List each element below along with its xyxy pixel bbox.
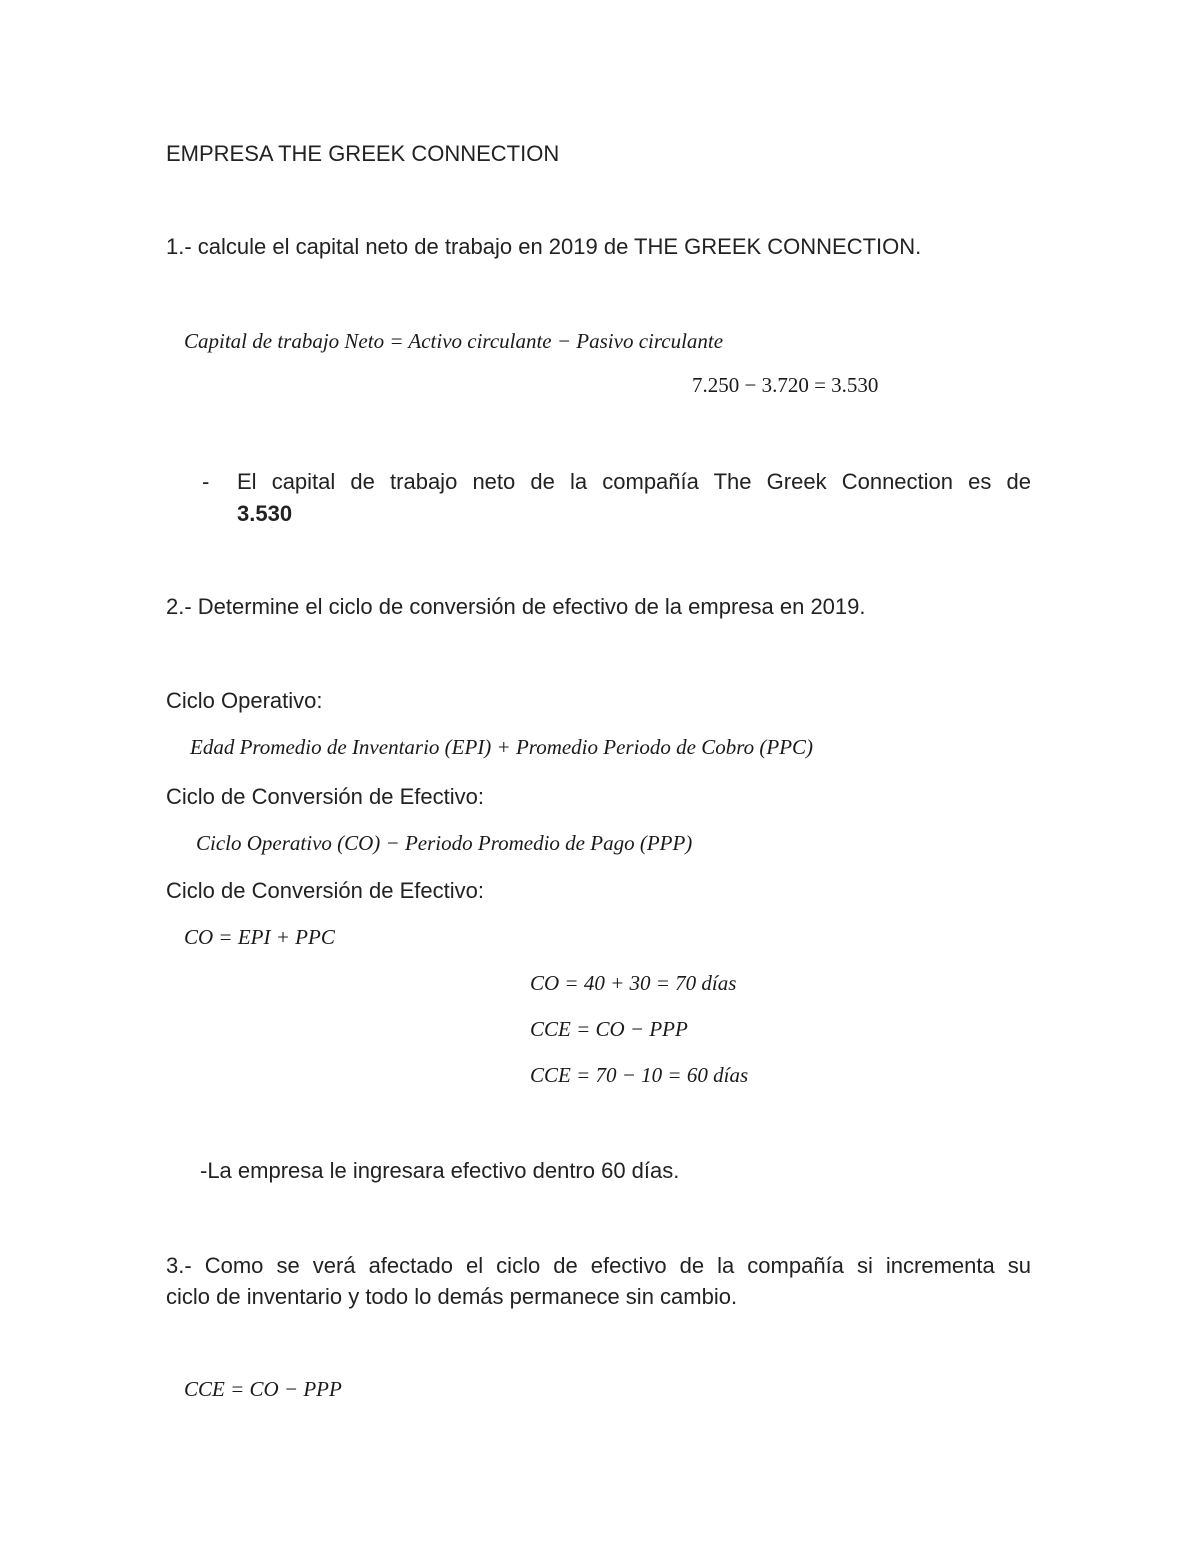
cce-calculation: CCE = 70 − 10 = 60 días <box>530 1063 749 1087</box>
cce-formula: Ciclo Operativo (CO) − Periodo Promedio de Pago (PPP) <box>196 831 693 855</box>
document-title: EMPRESA THE GREEK CONNECTION <box>166 141 560 166</box>
question-3-line-1: 3.- Como se verá afectado el ciclo de efectivo de la compañía si incrementa su <box>166 1253 1031 1278</box>
ciclo-operativo-formula: Edad Promedio de Inventario (EPI) + Promedio Periodo de Cobro (PPC) <box>190 735 814 759</box>
net-working-capital-formula: Capital de trabajo Neto = Activo circulante − Pasivo circulante <box>184 329 724 353</box>
conclusion-2: -La empresa le ingresara efectivo dentro 60 días. <box>200 1158 680 1183</box>
ciclo-operativo-label: Ciclo Operativo: <box>166 688 323 713</box>
cce-label-1: Ciclo de Conversión de Efectivo: <box>166 784 484 809</box>
answer-1-text: El capital de trabajo neto de la compañía The Greek Connection es de <box>237 469 1031 494</box>
question-3-formula: CCE = CO − PPP <box>184 1377 342 1401</box>
cce-definition: CCE = CO − PPP <box>530 1017 688 1041</box>
co-formula: CO = EPI + PPC <box>184 925 335 949</box>
cce-label-2: Ciclo de Conversión de Efectivo: <box>166 878 484 903</box>
question-1: 1.- calcule el capital neto de trabajo en 2019 de THE GREEK CONNECTION. <box>166 234 922 259</box>
co-calculation: CO = 40 + 30 = 70 días <box>530 971 737 995</box>
bullet-dash: - <box>202 469 210 494</box>
net-working-capital-calculation: 7.250 − 3.720 = 3.530 <box>692 373 879 397</box>
answer-1-value: 3.530 <box>237 501 293 526</box>
question-2: 2.- Determine el ciclo de conversión de efectivo de la empresa en 2019. <box>166 594 866 619</box>
question-3-line-2: ciclo de inventario y todo lo demás permanece sin cambio. <box>166 1284 738 1309</box>
